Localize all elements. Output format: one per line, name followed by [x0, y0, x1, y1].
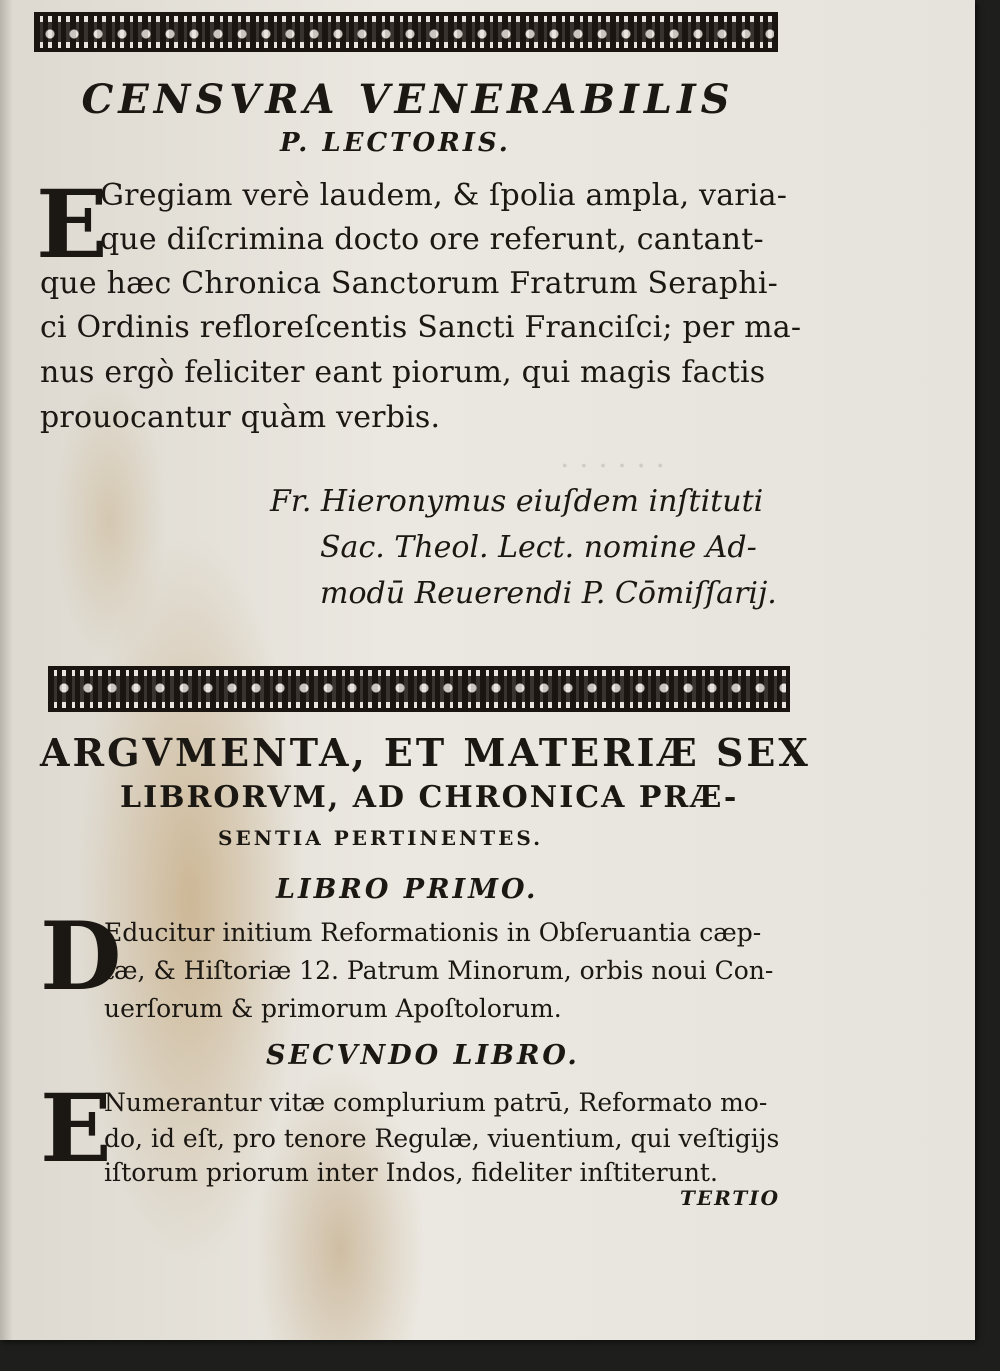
- secundo-libro-dropcap: E: [40, 1074, 112, 1184]
- libro-primo-heading: LIBRO PRIMO.: [276, 874, 539, 905]
- catchword: TERTIO: [680, 1186, 781, 1210]
- argumenta-title-line-2: LIBRORVM, AD CHRONICA PRÆ-: [120, 780, 739, 815]
- page-gutter: [0, 0, 14, 1340]
- libro-primo-line-3: uerſorum & primorum Apoſtolorum.: [104, 994, 562, 1023]
- bleed-through: . . . . . .: [560, 440, 665, 475]
- libro-primo-line-2: tæ, & Hiſtoriæ 12. Patrum Minorum, orbis noui Con-: [104, 956, 774, 985]
- censura-subtitle: P. LECTORIS.: [280, 128, 511, 158]
- signature-line-2: Sac. Theol. Lect. nomine Ad-: [320, 530, 757, 565]
- censura-dropcap: E: [36, 170, 108, 280]
- libro-primo-line-1: Educitur initium Reformationis in Obſeruantia cæp-: [104, 918, 762, 947]
- secundo-libro-line-1: Numerantur vitæ complurium patrū, Reformato mo-: [104, 1088, 768, 1117]
- signature-line-1: Fr. Hieronymus eiuſdem inſtituti: [270, 484, 764, 519]
- censura-line-3: que hæc Chronica Sanctorum Fratrum Seraphi-: [40, 266, 778, 301]
- ornamental-border-top: [34, 12, 778, 52]
- argumenta-title-line-3: SENTIA PERTINENTES.: [218, 826, 544, 850]
- censura-line-5: nus ergò feliciter eant piorum, qui magis factis: [40, 355, 766, 390]
- secundo-libro-line-2: do, id eſt, pro tenore Regulæ, viuentium, qui veſtigijs: [104, 1124, 780, 1153]
- libro-primo-dropcap: D: [40, 902, 122, 1012]
- censura-line-6: prouocantur quàm verbis.: [40, 400, 441, 435]
- argumenta-title: ARGVMENTA, ET MATERIÆ SEX: [40, 730, 811, 775]
- censura-line-1: Gregiam verè laudem, & ſpolia ampla, varia-: [100, 178, 788, 213]
- secundo-libro-heading: SECVNDO LIBRO.: [266, 1040, 580, 1071]
- censura-line-2: que diſcrimina docto ore referunt, cantant-: [100, 222, 764, 257]
- censura-line-4: ci Ordinis refloreſcentis Sancti Franciſci; per ma-: [40, 310, 802, 345]
- signature-line-3: modū Reuerendi P. Cōmiſſarij.: [320, 576, 777, 611]
- ornamental-border-middle: [48, 666, 790, 712]
- censura-title: CENSVRA VENERABILIS: [81, 76, 735, 123]
- secundo-libro-line-3: iſtorum priorum inter Indos, fideliter inſtiterunt.: [104, 1158, 718, 1187]
